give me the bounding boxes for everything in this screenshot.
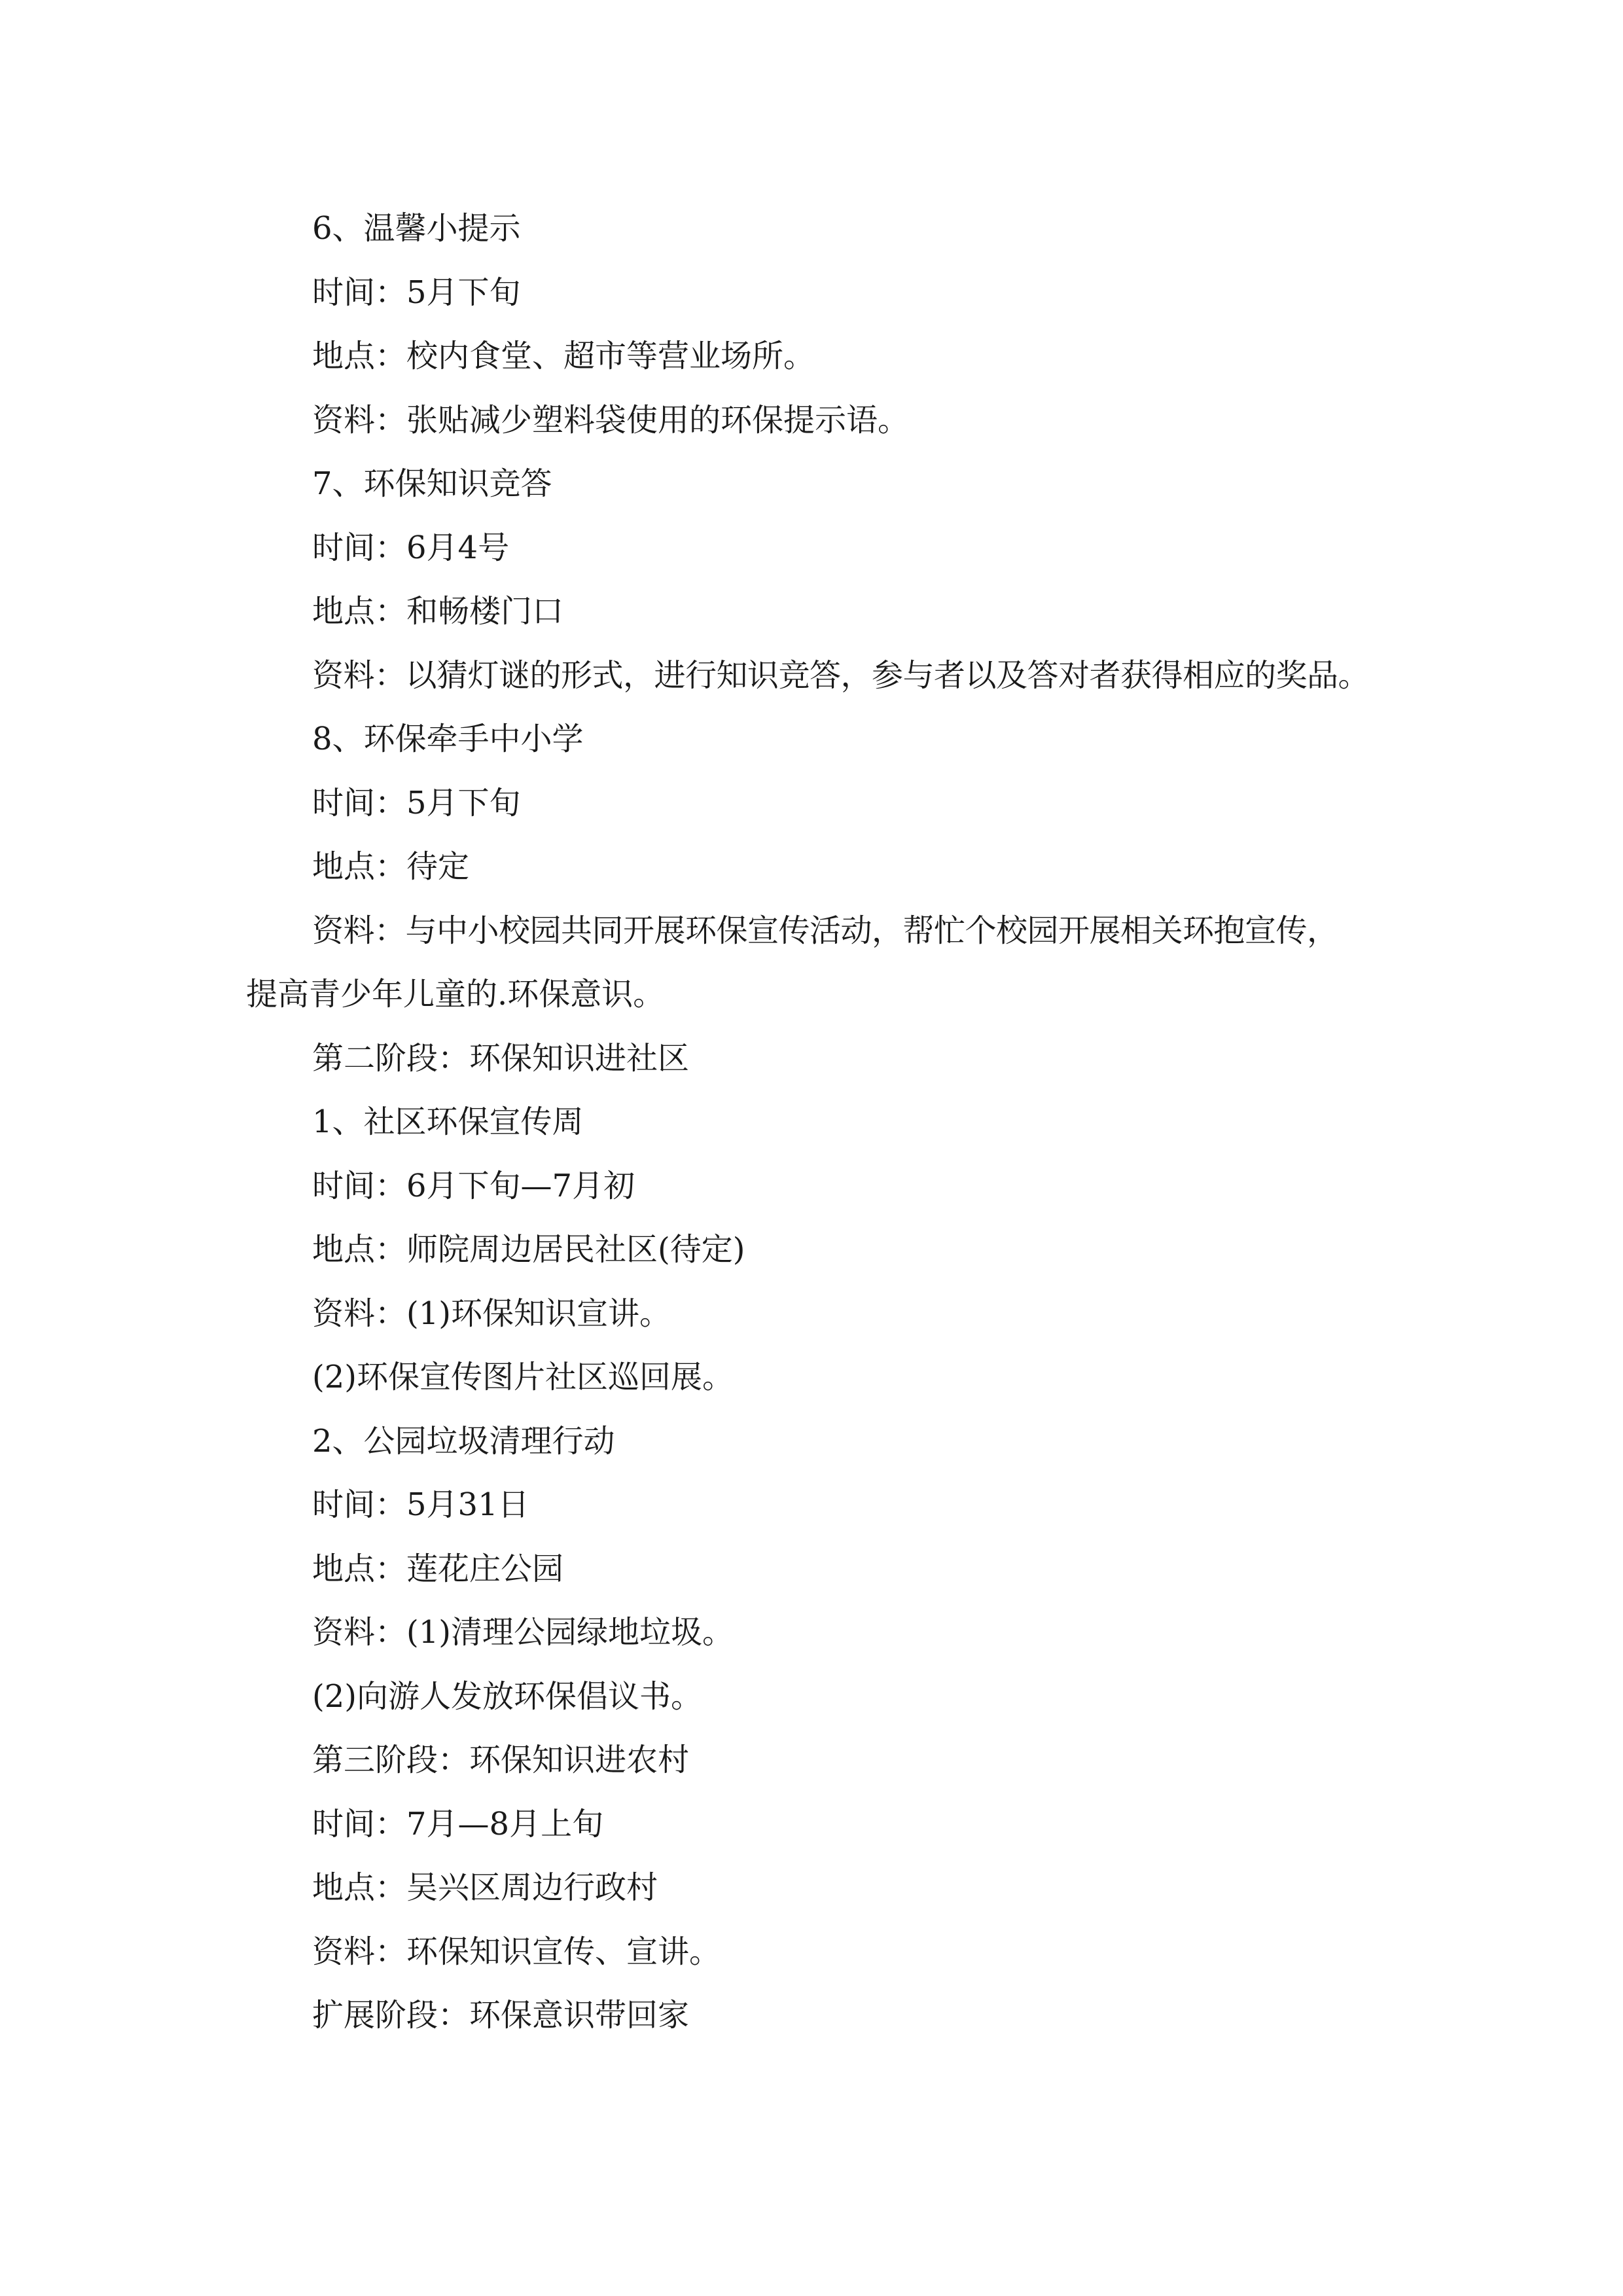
- quiz-location: 地点：和畅楼门口: [312, 593, 564, 630]
- park-cleanup-details-2: (2)向游人发放环保倡议书。: [312, 1677, 702, 1715]
- community-week-details-2: (2)环保宣传图片社区巡回展。: [312, 1359, 734, 1395]
- rural-time: 时间：7月—8月上旬: [312, 1805, 604, 1842]
- stage-three-heading: 第三阶段：环保知识进农村: [312, 1742, 690, 1778]
- section-heading-tips: 6、温馨小提示: [312, 210, 521, 247]
- park-cleanup-details-1: 资料：(1)清理公园绿地垃圾。: [312, 1614, 734, 1651]
- extension-stage-heading: 扩展阶段：环保意识带回家: [312, 1997, 690, 2034]
- section-heading-park-cleanup: 2、公园垃圾清理行动: [312, 1422, 615, 1460]
- quiz-details: 资料：以猜灯谜的形式，进行知识竞答，参与者以及答对者获得相应的奖品。: [312, 656, 1370, 694]
- section-heading-community-week: 1、社区环保宣传周: [312, 1103, 584, 1140]
- quiz-time: 时间：6月4号: [312, 529, 510, 566]
- park-cleanup-time: 时间：5月31日: [312, 1486, 529, 1523]
- rural-details: 资料：环保知识宣传、宣讲。: [312, 1933, 721, 1970]
- section-heading-schools: 8、环保牵手中小学: [312, 721, 584, 757]
- schools-details-continued: 提高青少年儿童的.环保意识。: [246, 976, 665, 1013]
- rural-location: 地点：吴兴区周边行政村: [312, 1869, 658, 1906]
- schools-location: 地点：待定: [312, 848, 470, 885]
- document-body: [246, 197, 1411, 2048]
- community-week-details-1: 资料：(1)环保知识宣讲。: [312, 1295, 671, 1332]
- schools-details: 资料：与中小校园共同开展环保宣传活动，帮忙个校园开展相关环抱宣传，: [312, 912, 1338, 949]
- tips-details: 资料：张贴减少塑料袋使用的环保提示语。: [312, 401, 910, 439]
- tips-location: 地点：校内食堂、超市等营业场所。: [312, 338, 815, 374]
- section-heading-quiz: 7、环保知识竞答: [312, 465, 552, 502]
- park-cleanup-location: 地点：莲花庄公园: [312, 1550, 564, 1587]
- tips-time: 时间：5月下旬: [312, 274, 521, 311]
- stage-two-heading: 第二阶段：环保知识进社区: [312, 1039, 690, 1077]
- community-week-location: 地点：师院周边居民社区(待定): [312, 1231, 745, 1268]
- community-week-time: 时间：6月下旬—7月初: [312, 1167, 635, 1204]
- schools-time: 时间：5月下旬: [312, 784, 521, 821]
